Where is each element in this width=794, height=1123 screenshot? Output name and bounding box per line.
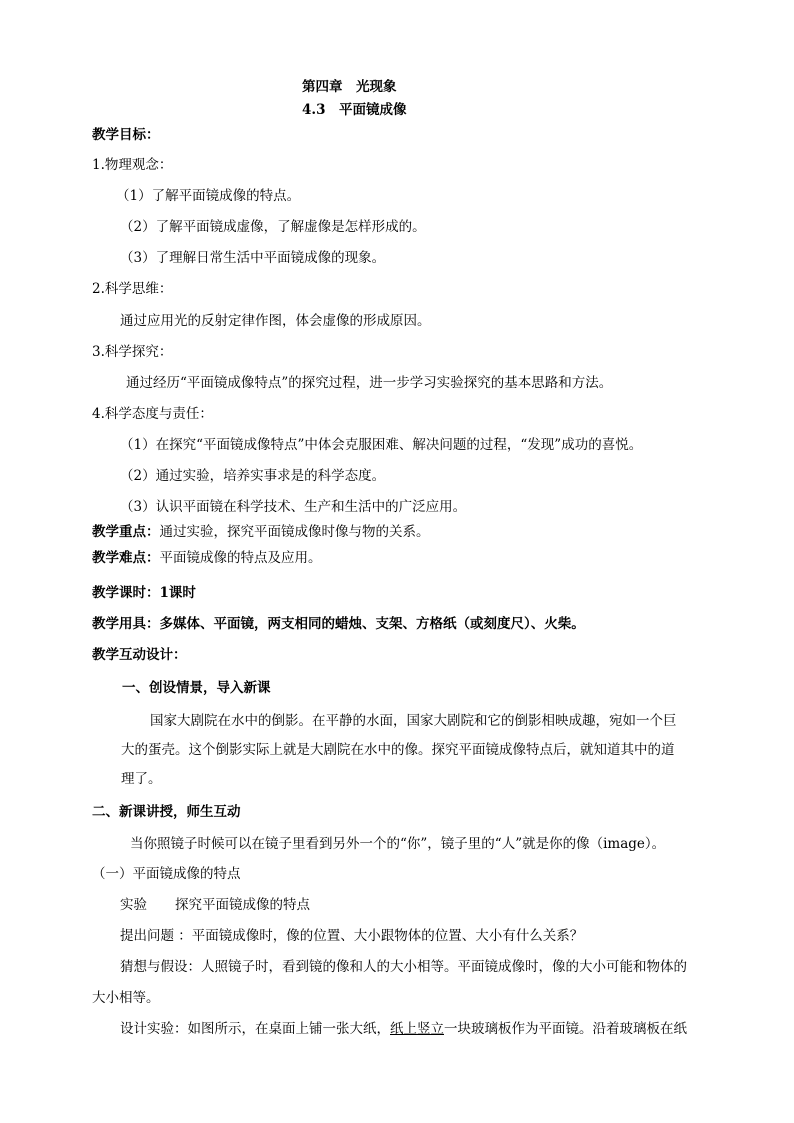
physics-concept-title: 1.物理观念： — [92, 157, 173, 173]
design-line — [120, 1020, 687, 1038]
materials: 教学用具：多媒体、平面镜，两支相同的蜡烛、支架、方格纸（或刻度尺）、火柴。 — [92, 616, 585, 632]
question-line: 提出问题 ：平面镜成像时，像的位置、大小跟物体的位置、大小有什么关系？ — [120, 928, 584, 944]
chapter-title: 第四章 光现象 — [302, 79, 397, 95]
experiment-line — [120, 896, 310, 914]
part2-intro: 当你照镜子时候可以在镜子里看到另外一个的“你”，镜子里的“人”就是你的像（image）。 — [130, 836, 666, 852]
class-hours: 教学课时：1课时 — [92, 585, 196, 601]
attitude-title: 4.科学态度与责任： — [92, 406, 213, 422]
experiment-label: 实验 — [120, 897, 147, 913]
design-text-end: 一块玻璃板作为平面镜。沿着玻璃板在纸 — [444, 1021, 687, 1037]
interaction-heading: 教学互动设计： — [92, 647, 187, 663]
part1-line-2: 大的蛋壳。这个倒影实际上就是大剧院在水中的像。探究平面镜成像特点后，就知道其中的道 — [121, 742, 675, 758]
difficulty-label: 教学难点： — [92, 550, 160, 566]
key-point-text: 通过实验，探究平面镜成像时像与物的关系。 — [159, 524, 430, 540]
section-title: 4.3 平面镜成像 — [302, 102, 407, 118]
part1-line-1: 国家大剧院在水中的倒影。在平静的水面，国家大剧院和它的倒影相映成趣，宛如一个巨 — [150, 713, 677, 729]
physics-concept-item-2: （2）了解平面镜成虚像，了解虚像是怎样形成的。 — [120, 219, 426, 235]
key-point — [92, 523, 430, 541]
part1-title: 一、创设情景，导入新课 — [122, 680, 271, 696]
hypothesis-line-1: 猜想与假设：人照镜子时，看到镜的像和人的大小相等。平面镜成像时，像的大小可能和物体的 — [120, 959, 687, 975]
scientific-thinking-text: 通过应用光的反射定律作图，体会虚像的形成原因。 — [120, 313, 431, 329]
difficulty-text: 平面镜成像的特点及应用。 — [159, 550, 322, 566]
key-point-label: 教学重点： — [92, 524, 160, 540]
difficulty — [92, 549, 322, 567]
design-text-underlined: 纸上竖立 — [390, 1021, 444, 1037]
part1-line-3: 理了。 — [121, 771, 162, 787]
attitude-item-1: （1）在探究“平面镜成像特点”中体会克服困难、解决问题的过程，“发现”成功的喜悦。 — [120, 437, 643, 453]
attitude-item-3: （3）认识平面镜在科学技术、生产和生活中的广泛应用。 — [120, 499, 467, 515]
section-plane-mirror-features: （一）平面镜成像的特点 — [92, 866, 241, 882]
hypothesis-line-2: 大小相等。 — [92, 990, 160, 1006]
scientific-inquiry-title: 3.科学探究： — [92, 344, 173, 360]
objectives-heading: 教学目标： — [92, 127, 160, 143]
scientific-inquiry-text: 通过经历“平面镜成像特点”的探究过程，进一步学习实验探究的基本思路和方法。 — [126, 375, 613, 391]
attitude-item-2: （2）通过实验，培养实事求是的科学态度。 — [120, 468, 386, 484]
physics-concept-item-1: （1）了解平面镜成像的特点。 — [116, 188, 301, 204]
part2-title: 二、新课讲授，师生互动 — [92, 804, 241, 820]
physics-concept-item-3: （3）了理解日常生活中平面镜成像的现象。 — [120, 250, 386, 266]
scientific-thinking-title: 2.科学思维： — [92, 281, 173, 297]
design-text-start: 设计实验：如图所示，在桌面上铺一张大纸， — [120, 1021, 390, 1037]
experiment-title: 探究平面镜成像的特点 — [175, 897, 310, 913]
